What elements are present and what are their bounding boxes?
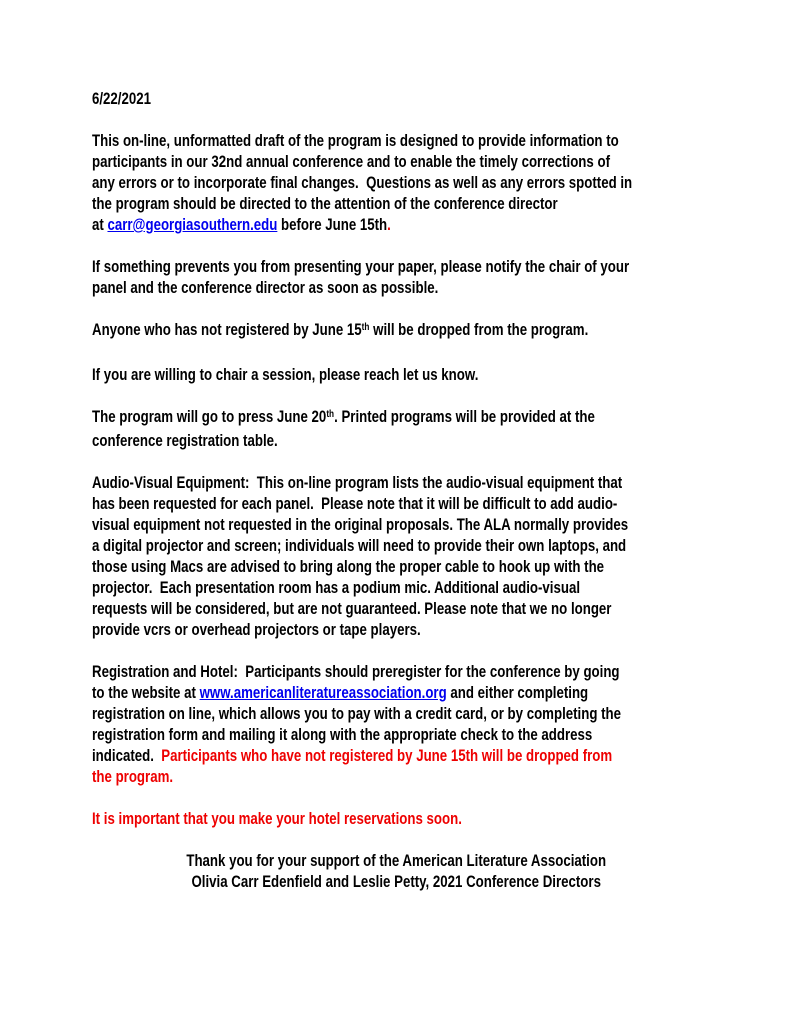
text-line [92,277,700,298]
text-run: . Printed programs will be provided at the [334,407,595,426]
paper-notify-paragraph [92,256,700,298]
text-line [92,130,700,151]
text-line [92,808,700,829]
text-run: will be dropped from the program. [369,320,589,339]
text-run: th [326,408,335,421]
text-run: a digital projector and screen; individuals will need to provide their own laptops, and [92,536,627,555]
text-run: . [387,215,391,234]
text-run: conference registration table. [92,431,278,450]
text-run: projector. Each presentation room has a podium mic. Additional audio-visual [92,578,580,597]
text-line [92,88,700,109]
text-line [92,871,700,892]
text-run: at [92,215,108,234]
hotel-reminder-paragraph [92,808,700,829]
text-run: Anyone who has not registered by June 15 [92,320,362,339]
text-run: Participants who have not registered by June 15th will be dropped from [161,746,613,765]
text-run: Audio-Visual Equipment: This on-line program lists the audio-visual equipment that [92,473,623,492]
text-run: those using Macs are advised to bring along the proper cable to hook up with the [92,557,605,576]
text-line [92,430,700,451]
text-line [92,661,700,682]
text-run: requests will be considered, but are not guaranteed. Please note that we no longer [92,599,612,618]
text-run: the program. [92,767,174,786]
text-line [92,364,700,385]
text-line [92,745,700,766]
text-run: panel and the conference director as soon as possible. [92,278,439,297]
press-date-paragraph [92,406,700,451]
text-run: visual equipment not requested in the original proposals. The ALA normally provides [92,515,629,534]
text-run: and either completing [446,683,589,702]
intro-paragraph [92,130,700,235]
text-line [92,406,700,430]
text-line [92,682,700,703]
text-line [92,514,700,535]
text-line [92,619,700,640]
text-run: th [361,321,370,334]
text-line [92,472,700,493]
text-run: If something prevents you from presenting your paper, please notify the chair of your [92,257,630,276]
registration-deadline-paragraph [92,319,700,343]
audio-visual-paragraph [92,472,700,640]
text-line [92,493,700,514]
text-line [92,724,700,745]
text-run: provide vcrs or overhead projectors or tape players. [92,620,421,639]
text-line [92,256,700,277]
registration-hotel-paragraph [92,661,700,787]
date-line [92,88,700,109]
text-run: participants in our 32nd annual conference and to enable the timely corrections of [92,152,610,171]
text-run: before June 15th [277,215,388,234]
text-line [92,556,700,577]
text-run: to the website at [92,683,200,702]
text-run: 6/22/2021 [92,89,151,108]
text-line [92,319,700,343]
text-line [92,577,700,598]
text-line [92,193,700,214]
document-content [92,88,700,913]
email-link[interactable]: carr@georgiasouthern.edu [107,215,278,234]
text-run: has been requested for each panel. Please note that it will be difficult to add audio- [92,494,618,513]
text-run: indicated. [92,746,162,765]
text-line [92,151,700,172]
website-link[interactable]: www.americanliteratureassociation.org [199,683,447,702]
text-run: Registration and Hotel: Participants should preregister for the conference by going [92,662,620,681]
text-line [92,172,700,193]
chair-session-paragraph [92,364,700,385]
closing-paragraph [92,850,700,892]
text-line [92,598,700,619]
text-line [92,766,700,787]
text-run: This on-line, unformatted draft of the program is designed to provide information to [92,131,619,150]
text-run: Thank you for your support of the American Literature Association [186,851,607,870]
text-run: registration form and mailing it along with the appropriate check to the address [92,725,593,744]
text-run: It is important that you make your hotel reservations soon. [92,809,462,828]
text-line [92,850,700,871]
text-run: If you are willing to chair a session, please reach let us know. [92,365,479,384]
text-run: Olivia Carr Edenfield and Leslie Petty, 2021 Conference Directors [191,872,601,891]
text-run: any errors or to incorporate final changes. Questions as well as any errors spotted in [92,173,633,192]
text-line [92,214,700,235]
text-run: the program should be directed to the attention of the conference director [92,194,558,213]
text-line [92,535,700,556]
text-run: The program will go to press June 20 [92,407,327,426]
text-line [92,703,700,724]
text-run: registration on line, which allows you to pay with a credit card, or by completing the [92,704,622,723]
